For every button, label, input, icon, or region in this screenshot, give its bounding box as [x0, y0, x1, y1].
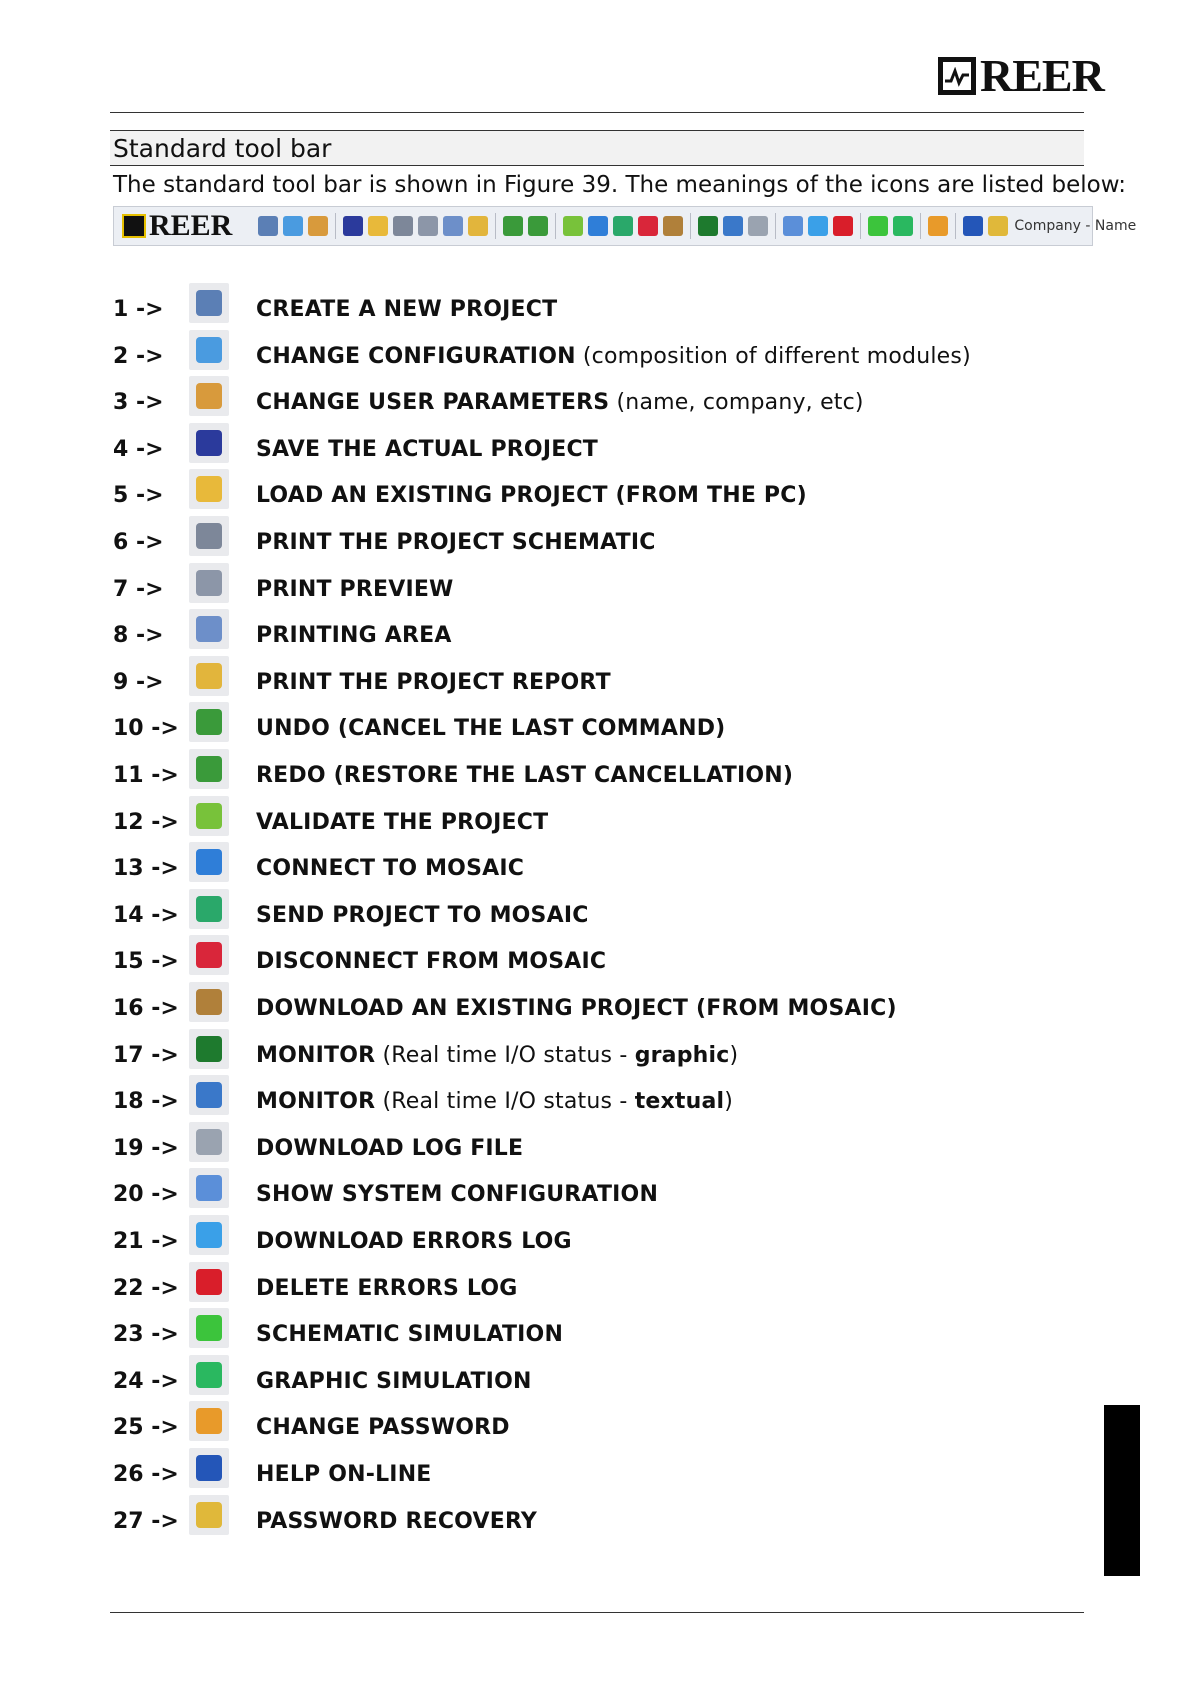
item-description: [256, 949, 606, 974]
item-number: 3 ->: [113, 390, 164, 416]
printing-area-icon: [189, 609, 229, 649]
item-note-emphasis: graphic: [634, 1042, 730, 1068]
print-preview-icon: [189, 563, 229, 603]
user-parameters-icon: [189, 376, 229, 416]
redo-icon: [189, 749, 229, 789]
list-item: [113, 710, 1073, 756]
monitor-graphic-icon-glyph: [196, 1036, 222, 1062]
toolbar-printer-icon[interactable]: [393, 216, 413, 236]
toolbar-separator: [955, 213, 956, 239]
item-number: 9 ->: [113, 669, 164, 695]
list-item: [113, 1037, 1073, 1083]
toolbar-redo-icon[interactable]: [528, 216, 548, 236]
toolbar-save-icon[interactable]: [343, 216, 363, 236]
toolbar-logo-mark-icon: [122, 214, 146, 238]
toolbar-graphic-sim-icon[interactable]: [893, 216, 913, 236]
item-number: 7 ->: [113, 576, 164, 602]
item-number: 14 ->: [113, 902, 179, 928]
configuration-icon-glyph: [196, 337, 222, 363]
item-label: LOAD AN EXISTING PROJECT (FROM THE PC): [256, 483, 807, 509]
download-arrow-icon-glyph: [196, 1222, 222, 1248]
schematic-sim-icon: [189, 1308, 229, 1348]
item-label: DOWNLOAD AN EXISTING PROJECT (FROM MOSAIC): [256, 996, 897, 1021]
item-description: [256, 1369, 532, 1394]
item-number: 12 ->: [113, 809, 179, 835]
item-description: [256, 670, 611, 695]
item-description: [256, 1509, 537, 1534]
item-label: MONITOR: [256, 1042, 376, 1068]
item-label: SEND PROJECT TO MOSAIC: [256, 902, 589, 928]
item-note: (Real time I/O status -: [375, 1089, 635, 1115]
item-label: SHOW SYSTEM CONFIGURATION: [256, 1182, 659, 1208]
download-project-icon: [189, 982, 229, 1022]
item-number: 25 ->: [113, 1415, 179, 1441]
item-number: 15 ->: [113, 949, 179, 975]
toolbar-configuration-icon[interactable]: [283, 216, 303, 236]
report-icon-glyph: [196, 663, 222, 689]
list-item: [113, 664, 1073, 710]
list-item: [113, 1130, 1073, 1176]
item-label: DELETE ERRORS LOG: [256, 1275, 518, 1301]
password-recovery-icon-glyph: [196, 1502, 222, 1528]
report-icon: [189, 656, 229, 696]
delete-icon-glyph: [196, 1269, 222, 1295]
list-item: [113, 338, 1073, 384]
checkmark-icon-glyph: [196, 803, 222, 829]
item-description: [256, 903, 589, 928]
item-label: CHANGE PASSWORD: [256, 1415, 510, 1441]
item-description: [256, 1182, 658, 1207]
item-note: (composition of different modules): [575, 343, 971, 369]
item-label: SCHEMATIC SIMULATION: [256, 1322, 564, 1348]
item-number: 19 ->: [113, 1135, 179, 1161]
item-description: [256, 1229, 572, 1254]
item-label: PRINT THE PROJECT REPORT: [256, 669, 611, 695]
log-file-icon: [189, 1122, 229, 1162]
list-item: [113, 1456, 1073, 1502]
toolbar-delete-icon[interactable]: [833, 216, 853, 236]
item-description: [256, 1415, 510, 1440]
list-item: [113, 1363, 1073, 1409]
list-item: [113, 943, 1073, 989]
undo-icon: [189, 702, 229, 742]
list-item: [113, 384, 1073, 430]
item-label: DOWNLOAD LOG FILE: [256, 1135, 524, 1161]
download-arrow-icon: [189, 1215, 229, 1255]
company-name-combo[interactable]: Company - Name: [1014, 218, 1137, 234]
item-description: [256, 623, 452, 648]
graphic-sim-icon: [189, 1355, 229, 1395]
printer-icon-glyph: [196, 523, 222, 549]
item-description: [256, 1276, 517, 1301]
toolbar-report-icon[interactable]: [468, 216, 488, 236]
footer-rule: [110, 1612, 1084, 1613]
toolbar-separator: [495, 213, 496, 239]
toolbar-separator: [920, 213, 921, 239]
list-item: [113, 524, 1073, 570]
disconnect-icon: [189, 935, 229, 975]
item-number: 1 ->: [113, 297, 164, 322]
download-project-icon-glyph: [196, 989, 222, 1015]
toolbar-separator: [690, 213, 691, 239]
list-item: [113, 850, 1073, 896]
system-config-icon-glyph: [196, 1175, 222, 1201]
monitor-textual-icon-glyph: [196, 1082, 222, 1108]
save-icon: [189, 423, 229, 463]
monitor-textual-icon: [189, 1075, 229, 1115]
item-description: [256, 856, 524, 881]
item-label: CHANGE CONFIGURATION: [256, 343, 576, 369]
item-number: 22 ->: [113, 1275, 179, 1301]
toolbar-open-folder-icon[interactable]: [368, 216, 388, 236]
item-number: 23 ->: [113, 1322, 179, 1348]
item-number: 26 ->: [113, 1462, 179, 1487]
toolbar-connect-icon[interactable]: [588, 216, 608, 236]
toolbar-undo-icon[interactable]: [503, 216, 523, 236]
list-item: [113, 1316, 1073, 1362]
list-item: [113, 431, 1073, 477]
save-icon-glyph: [196, 430, 222, 456]
toolbar-separator: [335, 213, 336, 239]
item-description: [256, 1089, 733, 1114]
item-label: CHANGE USER PARAMETERS: [256, 390, 610, 416]
list-item: [113, 1223, 1073, 1269]
monitor-graphic-icon: [189, 1029, 229, 1069]
item-label: SAVE THE ACTUAL PROJECT: [256, 436, 599, 462]
item-description: [256, 1136, 523, 1161]
new-project-icon: [189, 283, 229, 323]
open-folder-icon: [189, 469, 229, 509]
list-item: [113, 291, 1073, 337]
item-label: DOWNLOAD ERRORS LOG: [256, 1229, 572, 1254]
item-description: [256, 810, 548, 835]
connect-icon-glyph: [196, 849, 222, 875]
item-number: 8 ->: [113, 623, 164, 649]
toolbar-download-project-icon[interactable]: [663, 216, 683, 236]
item-note-emphasis: textual: [634, 1089, 725, 1115]
item-description: [256, 297, 557, 322]
toolbar-help-icon[interactable]: [963, 216, 983, 236]
item-number: 16 ->: [113, 996, 179, 1021]
toolbar-logo-text: REER: [149, 209, 233, 242]
toolbar-new-project-icon[interactable]: [258, 216, 278, 236]
list-item: [113, 617, 1073, 663]
item-number: 24 ->: [113, 1368, 179, 1394]
list-item: [113, 571, 1073, 617]
item-label: CONNECT TO MOSAIC: [256, 856, 525, 882]
item-description: [256, 1462, 432, 1487]
item-description: [256, 1043, 738, 1068]
toolbar-separator: [775, 213, 776, 239]
item-description: [256, 996, 897, 1021]
section-title: Standard tool bar: [113, 134, 332, 163]
item-label: MONITOR: [256, 1089, 376, 1115]
configuration-icon: [189, 330, 229, 370]
connect-icon: [189, 842, 229, 882]
item-number: 2 ->: [113, 343, 164, 369]
toolbar-system-config-icon[interactable]: [783, 216, 803, 236]
schematic-sim-icon-glyph: [196, 1315, 222, 1341]
log-file-icon-glyph: [196, 1129, 222, 1155]
toolbar-user-parameters-icon[interactable]: [308, 216, 328, 236]
toolbar-log-file-icon[interactable]: [748, 216, 768, 236]
toolbar-password-recovery-icon[interactable]: [988, 216, 1008, 236]
list-item: [113, 1503, 1073, 1549]
item-number: 17 ->: [113, 1042, 179, 1068]
item-number: 6 ->: [113, 530, 164, 555]
item-number: 20 ->: [113, 1182, 179, 1208]
send-project-icon-glyph: [196, 896, 222, 922]
list-item: [113, 1083, 1073, 1129]
item-note: (name, company, etc): [609, 390, 864, 416]
item-description: [256, 437, 598, 462]
toolbar-checkmark-icon[interactable]: [563, 216, 583, 236]
help-icon-glyph: [196, 1455, 222, 1481]
item-label: PRINT PREVIEW: [256, 576, 454, 602]
toolbar-monitor-graphic-icon[interactable]: [698, 216, 718, 236]
open-folder-icon-glyph: [196, 476, 222, 502]
item-label: REDO (RESTORE THE LAST CANCELLATION): [256, 763, 794, 788]
toolbar-send-project-icon[interactable]: [613, 216, 633, 236]
password-icon-glyph: [196, 1408, 222, 1434]
toolbar-password-icon[interactable]: [928, 216, 948, 236]
list-item: [113, 897, 1073, 943]
item-number: 27 ->: [113, 1508, 179, 1534]
list-item: [113, 757, 1073, 803]
graphic-sim-icon-glyph: [196, 1362, 222, 1388]
item-number: 18 ->: [113, 1089, 179, 1115]
item-description: [256, 763, 793, 788]
item-description: [256, 344, 971, 369]
item-number: 21 ->: [113, 1229, 179, 1254]
item-label: PRINT THE PROJECT SCHEMATIC: [256, 530, 656, 555]
toolbar-figure: [113, 206, 1137, 246]
item-label: CREATE A NEW PROJECT: [256, 297, 558, 322]
logo-text: REER: [980, 50, 1104, 101]
user-parameters-icon-glyph: [196, 383, 222, 409]
item-description: [256, 483, 807, 508]
toolbar-disconnect-icon[interactable]: [638, 216, 658, 236]
list-item: [113, 1176, 1073, 1222]
item-number: 4 ->: [113, 436, 164, 462]
item-label: UNDO (CANCEL THE LAST COMMAND): [256, 716, 726, 742]
toolbar-logo: [122, 211, 232, 241]
printing-area-icon-glyph: [196, 616, 222, 642]
header-rule: [110, 112, 1084, 113]
send-project-icon: [189, 889, 229, 929]
list-item: [113, 990, 1073, 1036]
item-description: [256, 716, 725, 741]
list-item: [113, 804, 1073, 850]
password-recovery-icon: [189, 1495, 229, 1535]
item-description: [256, 1322, 563, 1347]
list-item: [113, 1270, 1073, 1316]
delete-icon: [189, 1262, 229, 1302]
item-number: 10 ->: [113, 716, 179, 742]
item-label: HELP ON-LINE: [256, 1462, 432, 1487]
item-number: 13 ->: [113, 856, 179, 882]
logo-mark-icon: [938, 57, 976, 95]
help-icon: [189, 1448, 229, 1488]
list-item: [113, 477, 1073, 523]
disconnect-icon-glyph: [196, 942, 222, 968]
toolbar-separator: [860, 213, 861, 239]
item-note-end: ): [729, 1042, 739, 1068]
reer-logo: [938, 50, 1104, 101]
item-description: [256, 577, 454, 602]
redo-icon-glyph: [196, 756, 222, 782]
item-number: 5 ->: [113, 483, 164, 509]
item-description: [256, 390, 864, 415]
toolbar-print-preview-icon[interactable]: [418, 216, 438, 236]
item-label: DISCONNECT FROM MOSAIC: [256, 949, 607, 975]
item-note: (Real time I/O status -: [375, 1042, 635, 1068]
intro-text: The standard tool bar is shown in Figure 39. The meanings of the icons are listed below:: [113, 172, 1127, 198]
list-item: [113, 1409, 1073, 1455]
chapter-tab: [1104, 1405, 1140, 1576]
print-preview-icon-glyph: [196, 570, 222, 596]
toolbar-monitor-textual-icon[interactable]: [723, 216, 743, 236]
checkmark-icon: [189, 796, 229, 836]
password-icon: [189, 1401, 229, 1441]
toolbar-separator: [555, 213, 556, 239]
undo-icon-glyph: [196, 709, 222, 735]
printer-icon: [189, 516, 229, 556]
item-label: GRAPHIC SIMULATION: [256, 1368, 532, 1394]
new-project-icon-glyph: [196, 290, 222, 316]
toolbar-download-arrow-icon[interactable]: [808, 216, 828, 236]
toolbar-schematic-sim-icon[interactable]: [868, 216, 888, 236]
item-number: 11 ->: [113, 763, 179, 788]
system-config-icon: [189, 1168, 229, 1208]
toolbar-printing-area-icon[interactable]: [443, 216, 463, 236]
item-label: PRINTING AREA: [256, 623, 452, 649]
item-label: VALIDATE THE PROJECT: [256, 809, 549, 835]
toolbar-icons: [258, 213, 1008, 239]
item-note-end: ): [724, 1089, 734, 1115]
item-label: PASSWORD RECOVERY: [256, 1508, 538, 1534]
item-description: [256, 530, 656, 555]
